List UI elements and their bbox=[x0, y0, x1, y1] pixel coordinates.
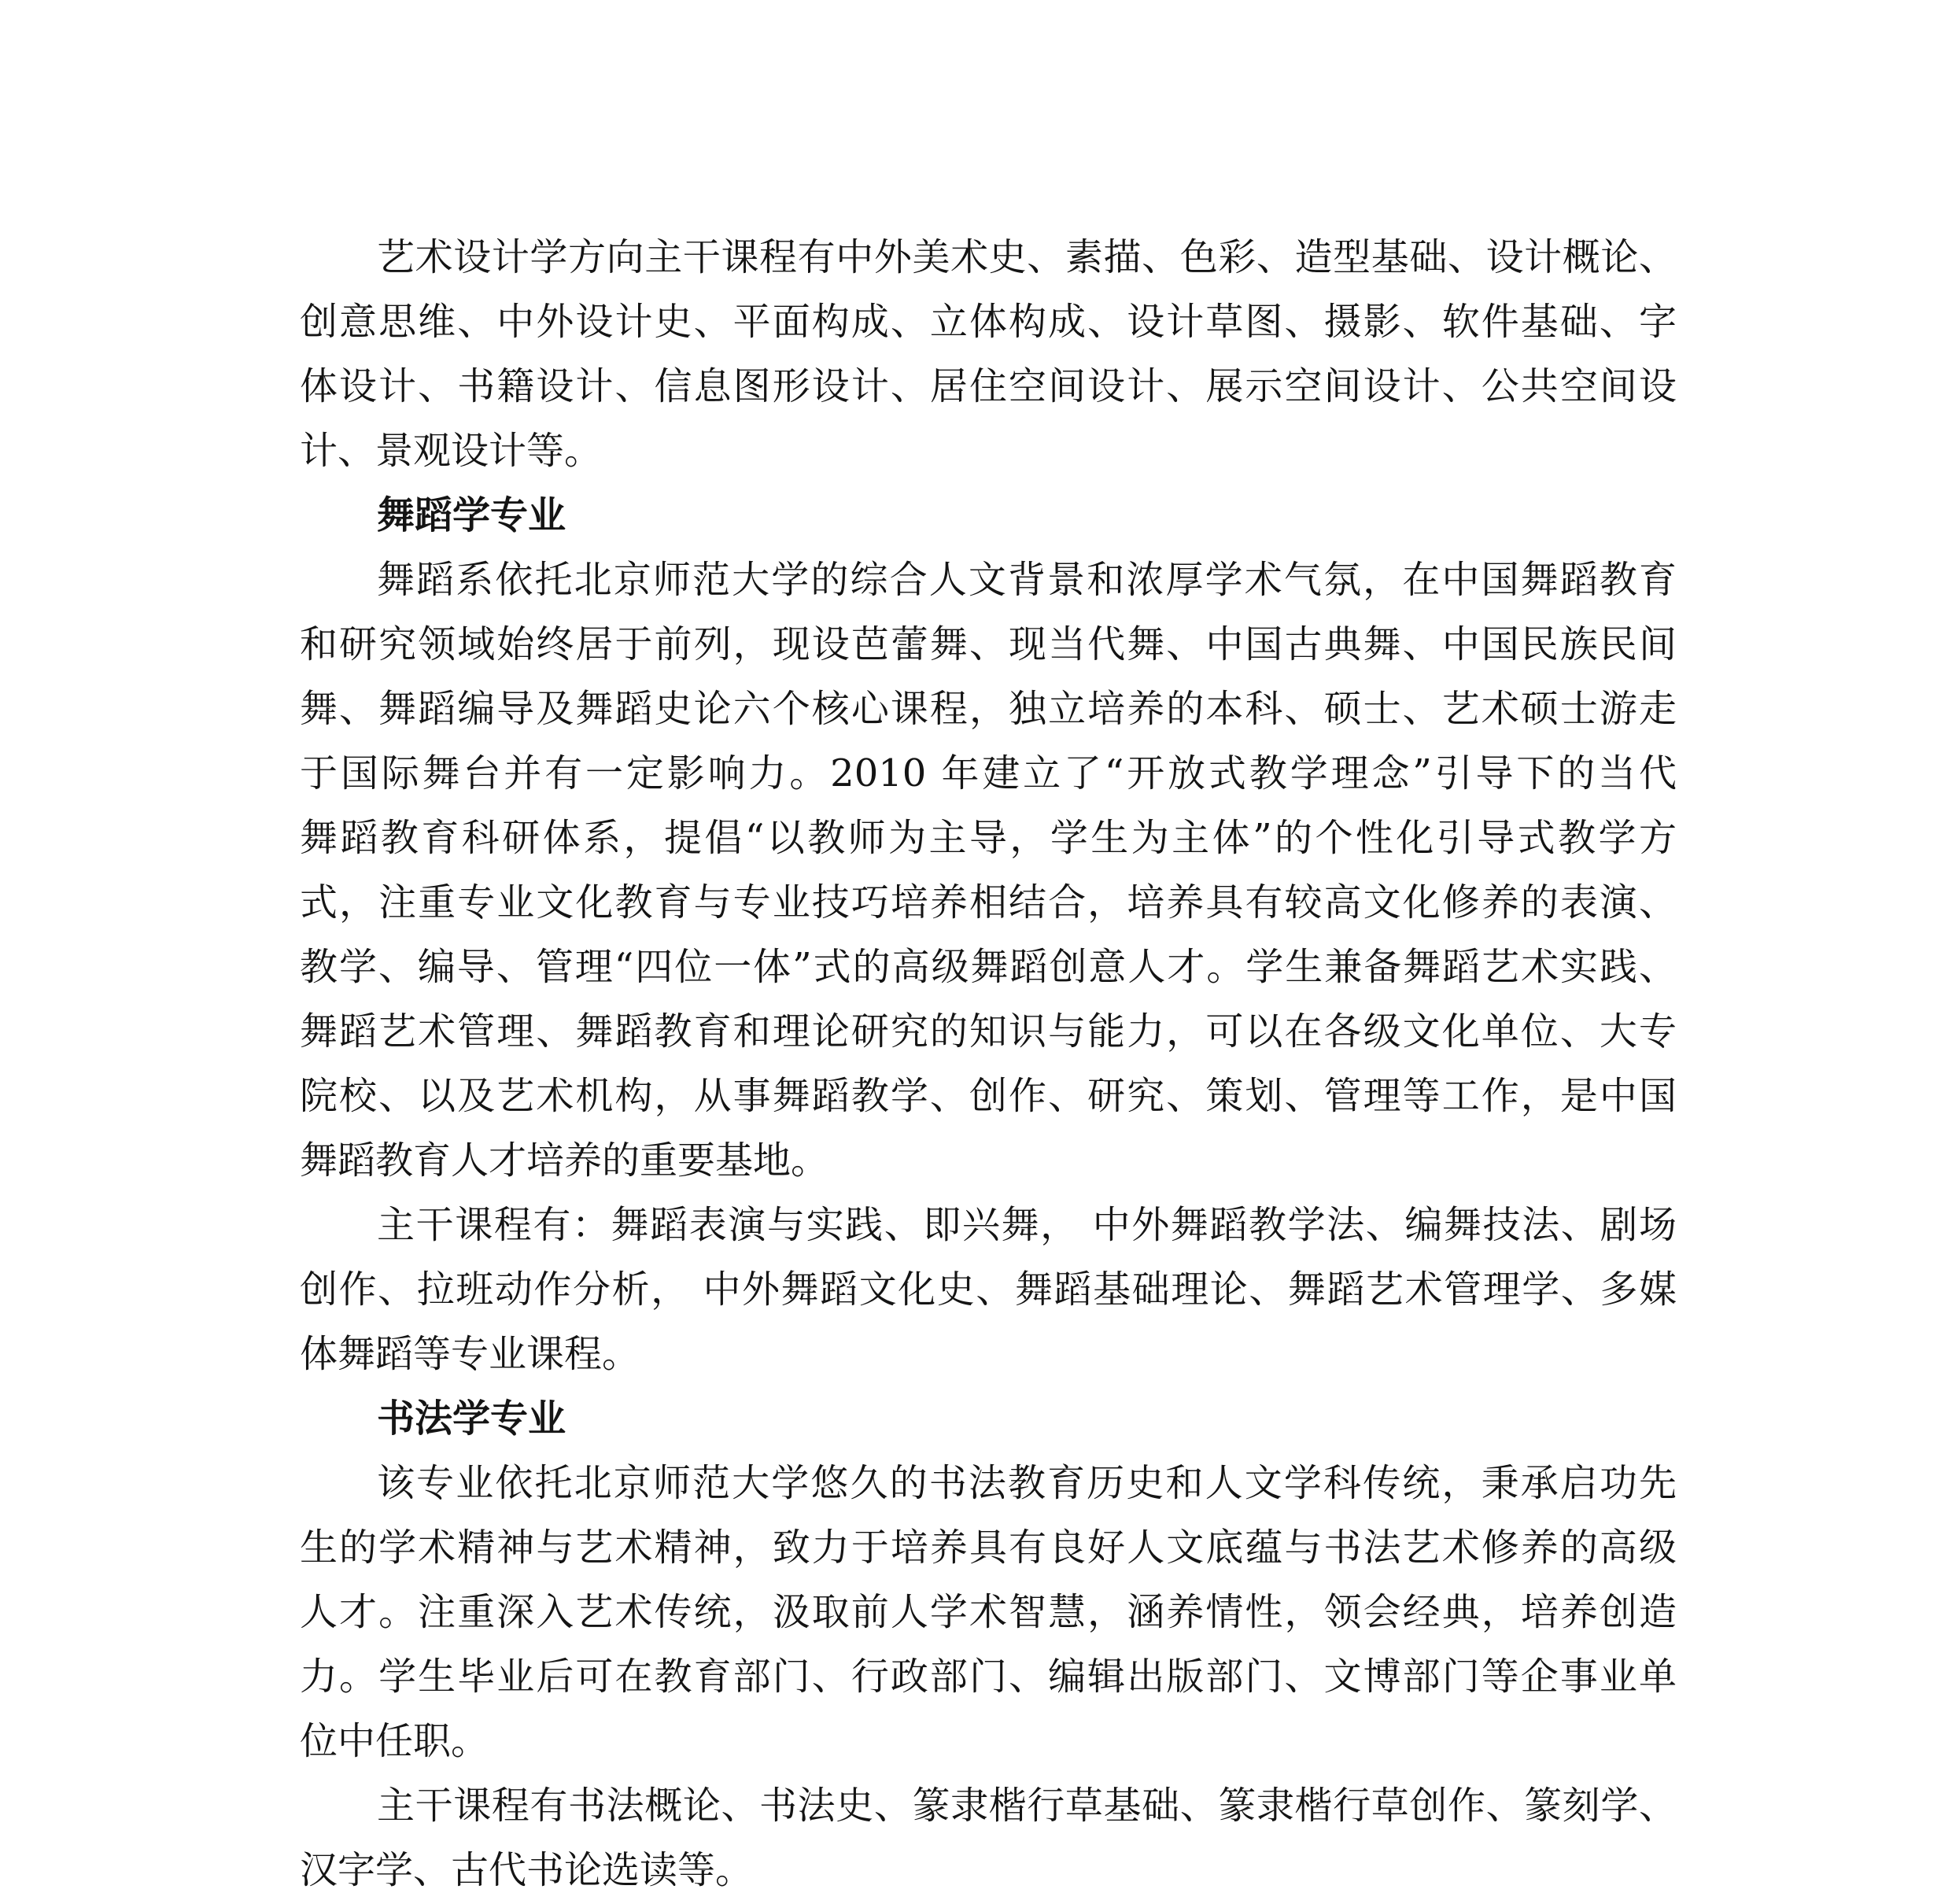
paragraph-dance-courses bbox=[300, 1193, 1677, 1386]
text-line: 艺术设计学方向主干课程有中外美术史、素描、色彩、造型基础、设计概论、 bbox=[377, 235, 1677, 279]
text-line: 计、景观设计等。 bbox=[300, 429, 603, 473]
text-line: 体设计、书籍设计、信息图形设计、居住空间设计、展示空间设计、公共空间设 bbox=[300, 364, 1677, 408]
text-line: 人才。注重深入艺术传统，汲取前人学术智慧，涵养情性，领会经典，培养创造 bbox=[300, 1590, 1677, 1634]
text-line: 舞蹈艺术管理、舞蹈教育和理论研究的知识与能力，可以在各级文化单位、大专 bbox=[300, 1009, 1677, 1053]
text-line: 院校、以及艺术机构，从事舞蹈教学、创作、研究、策划、管理等工作，是中国 bbox=[300, 1074, 1677, 1118]
text-line: 式，注重专业文化教育与专业技巧培养相结合，培养具有较高文化修养的表演、 bbox=[300, 880, 1677, 924]
text-line: 于国际舞台并有一定影响力。2010 年建立了“开放式教学理念”引导下的当代 bbox=[300, 751, 1677, 795]
section-heading-dance: 舞蹈学专业 bbox=[377, 493, 566, 537]
text-line: 创作、拉班动作分析， 中外舞蹈文化史、舞蹈基础理论、舞蹈艺术管理学、多媒 bbox=[300, 1267, 1677, 1312]
text-line: 力。学生毕业后可在教育部门、行政部门、编辑出版部门、文博部门等企事业单 bbox=[300, 1655, 1677, 1699]
text-line: 舞蹈教育人才培养的重要基地。 bbox=[300, 1138, 829, 1183]
text-line: 汉字学、古代书论选读等。 bbox=[300, 1848, 754, 1892]
text-line: 创意思维、中外设计史、平面构成、立体构成、设计草图、摄影、软件基础、字 bbox=[300, 300, 1677, 344]
document-page bbox=[300, 225, 1677, 1902]
text-line: 舞蹈教育科研体系，提倡“以教师为主导，学生为主体”的个性化引导式教学方 bbox=[300, 816, 1677, 860]
paragraph-calligraphy-courses bbox=[300, 1773, 1677, 1902]
text-line: 和研究领域始终居于前列，现设芭蕾舞、现当代舞、中国古典舞、中国民族民间 bbox=[300, 622, 1677, 666]
paragraph-dance-intro bbox=[300, 548, 1677, 1193]
paragraph-calligraphy-intro bbox=[300, 1451, 1677, 1773]
text-line: 位中任职。 bbox=[300, 1719, 489, 1763]
text-line: 舞蹈系依托北京师范大学的综合人文背景和浓厚学术气氛，在中国舞蹈教育 bbox=[377, 558, 1677, 602]
text-line: 该专业依托北京师范大学悠久的书法教育历史和人文学科传统，秉承启功先 bbox=[377, 1461, 1677, 1505]
text-line: 体舞蹈等专业课程。 bbox=[300, 1332, 640, 1376]
text-line: 教学、编导、管理“四位一体”式的高级舞蹈创意人才。学生兼备舞蹈艺术实践、 bbox=[300, 945, 1677, 989]
text-line: 主干课程有：舞蹈表演与实践、即兴舞， 中外舞蹈教学法、编舞技法、剧场 bbox=[377, 1203, 1677, 1247]
section-heading-calligraphy: 书法学专业 bbox=[377, 1397, 566, 1441]
text-line: 主干课程有书法概论、书法史、篆隶楷行草基础、篆隶楷行草创作、篆刻学、 bbox=[377, 1784, 1677, 1828]
text-line: 生的学术精神与艺术精神，致力于培养具有良好人文底蕴与书法艺术修养的高级 bbox=[300, 1526, 1677, 1570]
paragraph-art-design-courses bbox=[300, 225, 1677, 483]
text-line: 舞、舞蹈编导及舞蹈史论六个核心课程，独立培养的本科、硕士、艺术硕士游走 bbox=[300, 687, 1677, 731]
